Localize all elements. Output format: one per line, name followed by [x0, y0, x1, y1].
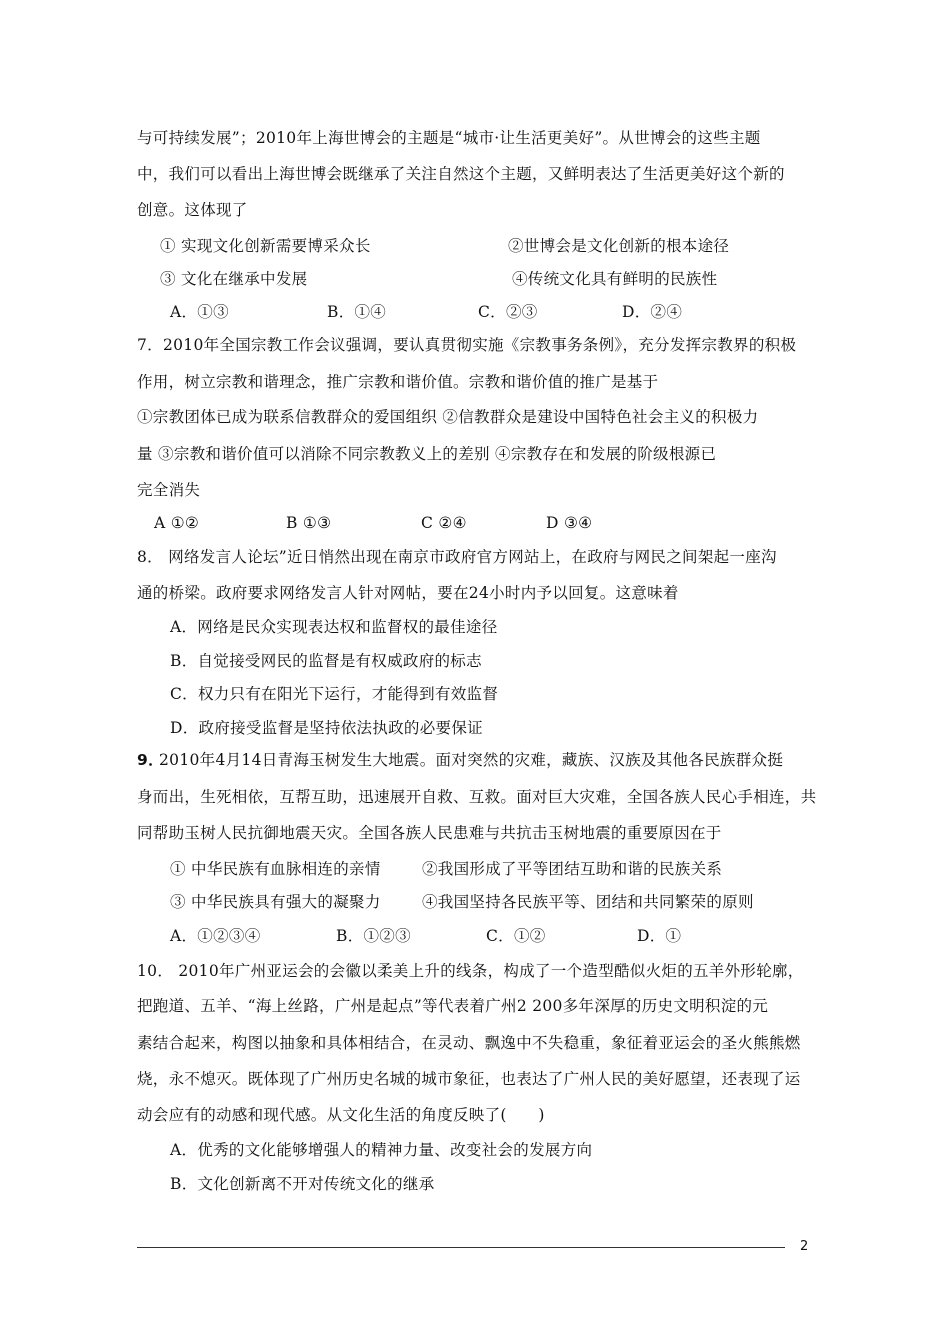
answer-a: A．①③ [170, 303, 229, 321]
answer-a: A．优秀的文化能够增强人的精神力量、改变社会的发展方向 [170, 1141, 593, 1159]
answer-c: C．②③ [478, 303, 538, 321]
option-2: ②我国形成了平等团结互助和谐的民族关系 [422, 860, 723, 878]
text-line: 通的桥梁。政府要求网络发言人针对网帖，要在24小时内予以回复。这意味着 [137, 584, 679, 602]
text-line: 创意。这体现了 [137, 201, 248, 219]
option-1: ① 中华民族有血脉相连的亲情 [170, 860, 381, 878]
answer-d: D．政府接受监督是坚持依法执政的必要保证 [170, 719, 483, 737]
answer-d: D．②④ [622, 303, 683, 321]
text-line: 完全消失 [137, 481, 201, 499]
text-line: 身而出，生死相依，互帮互助，迅速展开自救、互救。面对巨大灾难，全国各族人民心手相连，共 [137, 788, 817, 806]
option-2: ②世博会是文化创新的根本途径 [508, 237, 730, 255]
answer-d: D ③④ [546, 514, 593, 532]
text-line: 同帮助玉树人民抗御地震天灾。全国各族人民患难与共抗击玉树地震的重要原因在于 [137, 824, 722, 842]
footer-rule [137, 1247, 785, 1248]
answer-b: B ①③ [286, 514, 332, 532]
answer-d: D．① [637, 927, 682, 945]
answer-b: B．①④ [327, 303, 387, 321]
answer-b: B．①②③ [336, 927, 411, 945]
option-4: ④我国坚持各民族平等、团结和共同繁荣的原则 [422, 893, 754, 911]
option-4: ④传统文化具有鲜明的民族性 [512, 270, 718, 288]
text-line: 量 ③宗教和谐价值可以消除不同宗教教义上的差别 ④宗教存在和发展的阶级根源已 [137, 445, 717, 463]
page-number: 2 [800, 1239, 809, 1254]
text-line: 把跑道、五羊、“海上丝路，广州是起点”等代表着广州2 200多年深厚的历史文明积淀的元 [137, 997, 769, 1015]
text-line: 作用，树立宗教和谐理念，推广宗教和谐价值。宗教和谐价值的推广是基于 [137, 373, 659, 391]
answer-a: A．①②③④ [170, 927, 261, 945]
answer-b: B．自觉接受网民的监督是有权威政府的标志 [170, 652, 482, 670]
text-line: 素结合起来，构图以抽象和具体相结合，在灵动、飘逸中不失稳重，象征着亚运会的圣火熊熊燃 [137, 1034, 801, 1052]
text-line: 与可持续发展”；2010年上海世博会的主题是“城市·让生活更美好”。从世博会的这些主题 [137, 129, 761, 147]
question-number: 9． [137, 751, 164, 769]
answer-c: C．权力只有在阳光下运行，才能得到有效监督 [170, 685, 499, 703]
option-1: ① 实现文化创新需要博采众长 [160, 237, 371, 255]
answer-a: A．网络是民众实现表达权和监督权的最佳途径 [170, 618, 498, 636]
text-line: 烧，永不熄灭。既体现了广州历史名城的城市象征，也表达了广州人民的美好愿望，还表现了运 [137, 1070, 801, 1088]
text-line: 10． 2010年广州亚运会的会徽以柔美上升的线条，构成了一个造型酷似火炬的五羊外形轮廓， [137, 962, 804, 980]
text-line: 7．2010年全国宗教工作会议强调，要认真贯彻实施《宗教事务条例》，充分发挥宗教界的积极 [137, 336, 797, 354]
text-line: ①宗教团体已成为联系信教群众的爱国组织 ②信教群众是建设中国特色社会主义的积极力 [137, 408, 759, 426]
answer-b: B．文化创新离不开对传统文化的继承 [170, 1175, 435, 1193]
text-line: 2010年4月14日青海玉树发生大地震。面对突然的灾难，藏族、汉族及其他各民族群众挺 [159, 751, 784, 769]
option-3: ③ 中华民族具有强大的凝聚力 [170, 893, 381, 911]
answer-c: C．①② [486, 927, 546, 945]
text-line: 8． 网络发言人论坛”近日悄然出现在南京市政府官方网站上，在政府与网民之间架起一座沟 [137, 548, 777, 566]
text-line: 中，我们可以看出上海世博会既继承了关注自然这个主题，又鲜明表达了生活更美好这个新的 [137, 165, 785, 183]
text-line: 动会应有的动感和现代感。从文化生活的角度反映了( ) [137, 1106, 545, 1124]
answer-a: A ①② [154, 514, 200, 532]
option-3: ③ 文化在继承中发展 [160, 270, 308, 288]
answer-c: C ②④ [421, 514, 467, 532]
